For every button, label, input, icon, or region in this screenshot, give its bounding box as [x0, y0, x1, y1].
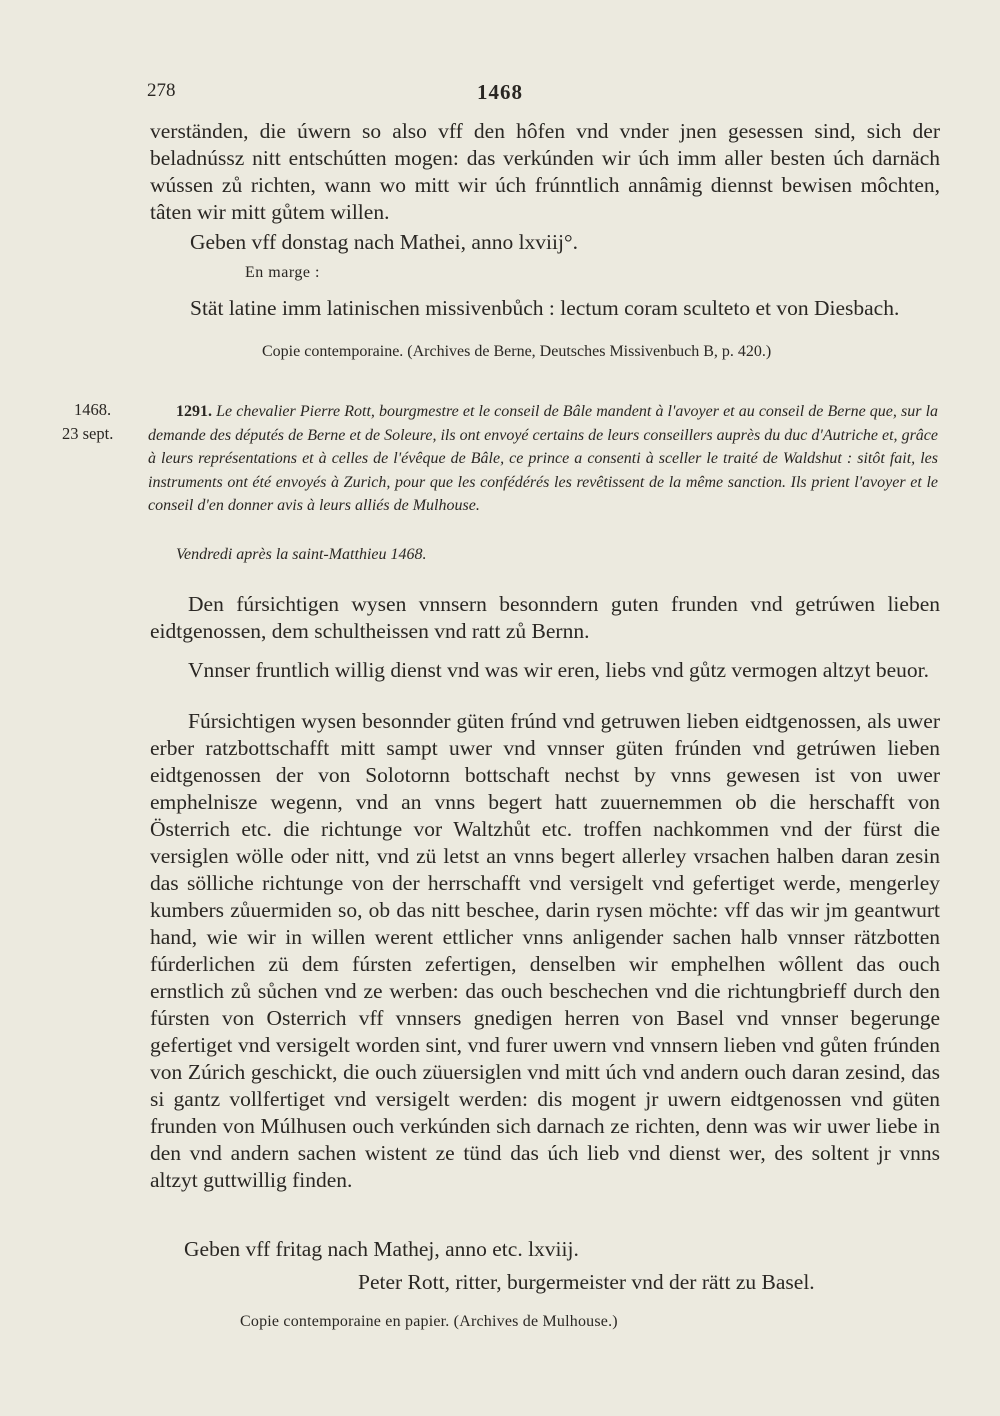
entry-summary	[148, 400, 938, 518]
previous-letter-ending	[150, 118, 940, 226]
letter-greeting: Vnnser fruntlich willig dienst vnd was wir eren, liebs vnd gůtz vermogen altzyt beuor.	[188, 658, 929, 682]
entry-summary-text: Le chevalier Pierre Rott, bourgmestre et le conseil de Bâle mandent à l'avoyer et au conseil de Berne que, sur la demande des députés de Berne et de Soleure, ils ont envoyé certains de leurs conseillers auprès du duc d'Autriche et, grâce à leurs représentations et à celles de l'évêque de Bâle, ce prince a consenti à sceller le traité de Waldshut : sitôt fait, les instruments ont été envoyés à Zurich, pour que les confédérés les revêtissent de la même sanction. Ils prient l'avoyer et le conseil d'en donner avis à leurs alliés de Mulhouse.	[148, 403, 939, 514]
page-number: 278	[147, 80, 176, 101]
letter-body: Fúrsichtigen wysen besonnder güten frúnd vnd getruwen lieben eidtgenossen, als uwer erber ratzbottschafft mitt sampt uwer vnd vnnser güten frúnden vnd getrúwen lieben eidtgenossen der von Solotornn bottschaft nechst by vnns gewesen ist von uwer emphelnisze wegenn, vnd an vnns begert hatt zuuernemmen ob die herschafft von Österrich etc. die richtunge vor Waltzhůt etc. troffen nachkommen vnd der fürst die versiglen wölle oder nitt, vnd zü letst an vnns begert allerley vrsachen halben daran zesin das sölliche richtunge von der herrschafft vnd versigelt vnd gefertiget werde, mengerley kumbers zůuermiden so, ob das nitt beschee, darin rysen möchte: vff das wir jm geantwurt hand, wie wir in willen werent ettlicher vnns anligender sachen halb vnnser rätzbotten fúrderlichen zü dem fúrsten zefertigen, denselben wir emphelhen wôllent das ouch ernstlich zů sůchen vnd ze werben: das ouch beschechen vnd die richtungbrieff durch den fúrsten von Osterrich vff vnnsers gnedigen herren von Basel vnd vnnser begerunge gefertiget vnd versigelt worden sint, vnd furer uwern vnd vnnsern lieben vnd gůten frúnden von Zúrich geschickt, die ouch züuersiglen vnd mitt úch vnd andern ouch daran zesind, das si gantz vollfertiget vnd versigelt werden: dis mogent jr uwern eidtgenossen vnd güten frunden von Múlhusen ouch verkúnden sich darnach ze richten, denn was wir uwer liebe in den vnd andern sachen wistent ze tünd das úch lieb vnd dienst wer, des soltent jr vnns altzyt guttwillig finden.	[150, 709, 940, 1192]
previous-source-citation: Copie contemporaine. (Archives de Berne, Deutsches Missivenbuch B, p. 420.)	[262, 343, 772, 360]
margin-date-year: 1468.	[74, 400, 112, 419]
running-year-heading: 1468	[477, 80, 523, 104]
previous-letter-text: verständen, die úwern so also vff den hôfen vnd vnder jnen gesessen sind, sich der beladnússz nitt entschútten mogen: das verkúnden wir úch imm aller besten úch darnäch wússen zů richten, wann wo mitt wir úch frúnntlich annâmig diennst bewisen môchten, tâten wir mitt gůtem willen.	[150, 119, 940, 224]
marginal-note-text: Stät latine imm latinischen missivenbůch : lectum coram sculteto et von Diesbach.	[190, 296, 900, 320]
letter-address: Den fúrsichtigen wysen vnnsern besonndern guten frunden vnd getrúwen lieben eidtgenossen, dem schultheissen vnd ratt zů Bernn.	[150, 592, 940, 643]
entry-source-citation: Copie contemporaine en papier. (Archives de Mulhouse.)	[240, 1313, 618, 1330]
letter-date-line: Geben vff fritag nach Mathej, anno etc. lxviij.	[184, 1237, 579, 1261]
letter-address-block	[150, 591, 940, 645]
letter-signature: Peter Rott, ritter, burgermeister vnd der rätt zu Basel.	[358, 1270, 815, 1294]
marginal-note-label: En marge :	[245, 264, 320, 281]
letter-greeting-block	[150, 657, 940, 684]
margin-date-day: 23 sept.	[62, 424, 114, 443]
entry-number: 1291.	[176, 403, 212, 420]
entry-summary-date: Vendredi après la saint-Matthieu 1468.	[176, 546, 427, 563]
letter-body-block	[150, 708, 940, 1194]
previous-letter-date: Geben vff donstag nach Mathei, anno lxviij°.	[190, 230, 578, 254]
